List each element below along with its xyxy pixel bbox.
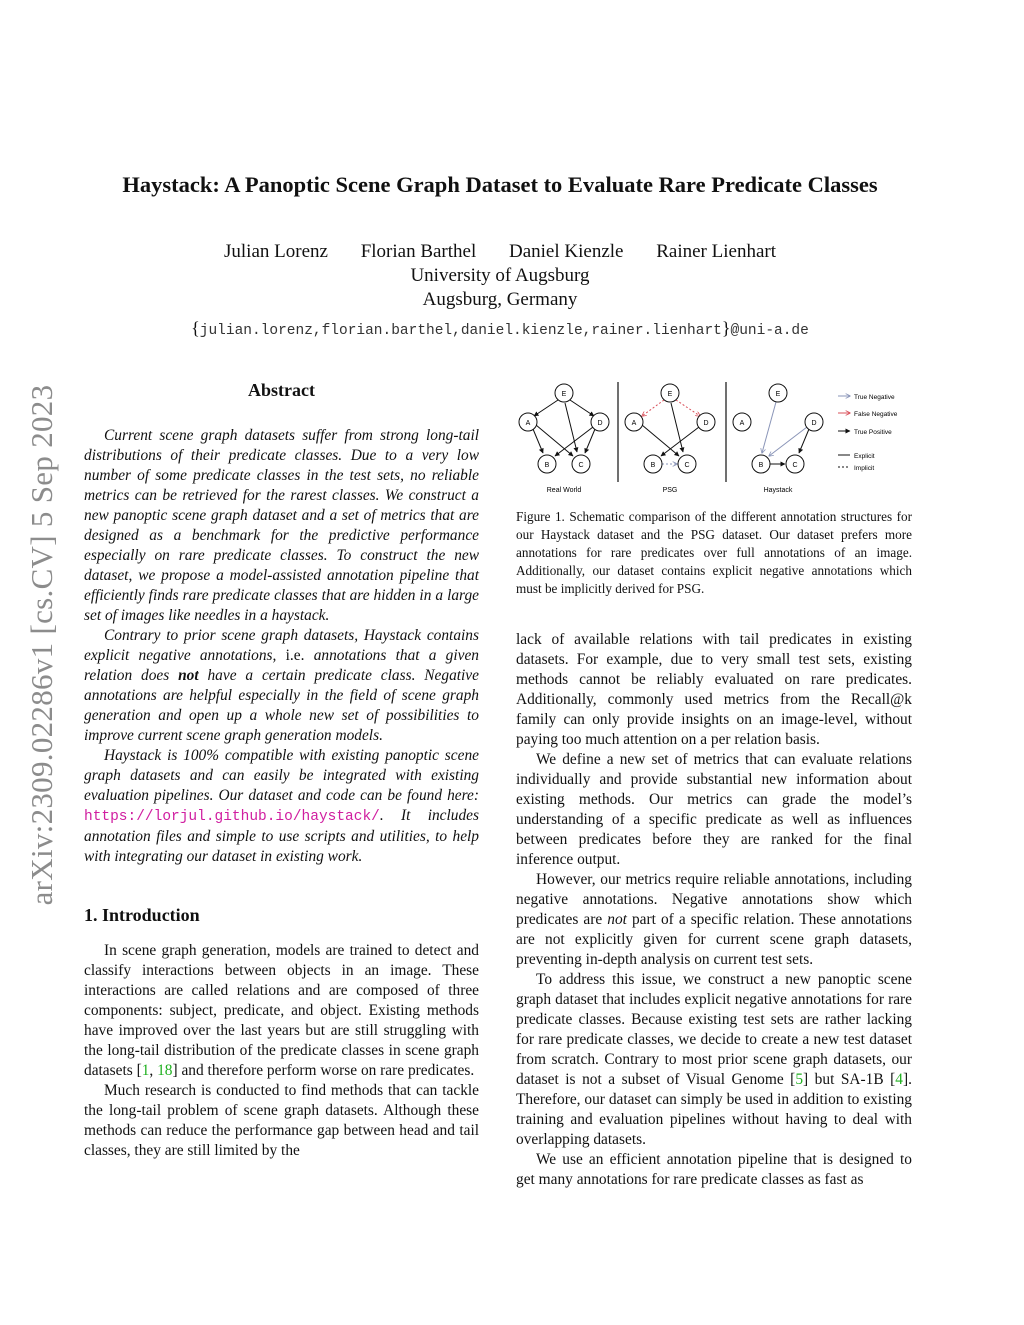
node-label: D xyxy=(703,420,709,427)
author-name: Daniel Kienzle xyxy=(509,241,624,262)
body-text: ] but SA-1B [ xyxy=(803,1071,896,1088)
body-text: ] and therefore perform worse on rare predicates. xyxy=(172,1062,475,1079)
citation-link[interactable]: 18 xyxy=(157,1062,173,1079)
node-label: E xyxy=(667,391,673,398)
body-paragraph: Much research is conducted to find methods that can tackle the long-tail problem of scene graph datasets. Although these methods can reduce the performance gap between head and tail classes, they are still limited by the xyxy=(84,1082,479,1159)
panel-real-world xyxy=(519,384,609,494)
node-label: B xyxy=(650,462,656,469)
citation-link[interactable]: 1 xyxy=(141,1062,150,1079)
author-name: Rainer Lienhart xyxy=(656,241,776,262)
node-label: B xyxy=(758,462,764,469)
node-label: D xyxy=(811,420,817,427)
body-paragraph xyxy=(516,870,912,970)
paper-title: Haystack: A Panoptic Scene Graph Dataset to Evaluate Rare Predicate Classes xyxy=(122,172,878,197)
emphasis-text: not xyxy=(607,911,627,928)
author-block xyxy=(0,240,1000,343)
section-heading: 1. Introduction xyxy=(84,905,200,925)
figure-1 xyxy=(514,378,914,500)
body-text: , xyxy=(149,1062,158,1079)
body-paragraph xyxy=(84,941,479,1081)
author-name: Julian Lorenz xyxy=(224,241,328,262)
node-label: A xyxy=(631,420,637,427)
legend-label: True Negative xyxy=(854,394,895,401)
figure-legend xyxy=(838,394,898,472)
body-paragraph: We define a new set of metrics that can evaluate relations individually and provide substantial new information about existing methods. Our metrics can grade the model’s understanding of a specific predicate as well as influences between predicates before they are ranked for the final inference output. xyxy=(516,751,912,868)
author-name: Florian Barthel xyxy=(360,241,477,262)
abstract-paragraph xyxy=(84,746,479,867)
location: Augsburg, Germany xyxy=(422,289,578,310)
author-emails: {julian.lorenz,florian.barthel,daniel.kienzle,rainer.lienhart}@uni-a.de xyxy=(191,318,809,339)
body-text: In scene graph generation, models are trained to detect and classify interactions between objects in an image. These interactions are called relations and are composed of three components: subject, predicate, and object. Existing methods have improved over the last years but are still struggling with the long-tail distribution of the predicate classes in scene graph datasets [ xyxy=(84,942,479,1079)
citation-link[interactable]: 5 xyxy=(795,1071,804,1088)
author-names xyxy=(0,240,1000,264)
figure-caption: Figure 1. Schematic comparison of the different annotation structures for our Haystack dataset and the PSG dataset. Our dataset prefers more annotations for rare predicates over full annotations of an image. Additionally, our dataset contains explicit negative annotations which must be implicitly derived for PSG. xyxy=(516,509,912,596)
node-label: D xyxy=(597,420,603,427)
abstract-paragraph xyxy=(84,626,479,746)
abstract-heading: Abstract xyxy=(248,380,315,400)
node-label: A xyxy=(525,420,531,427)
node-label: E xyxy=(775,391,781,398)
email-list: julian.lorenz,florian.barthel,daniel.kienzle,rainer.lienhart xyxy=(199,323,722,339)
body-text: part of a specific relation. These annotations are not explicitly given for current scene graph datasets, preventing in-depth analysis on current test sets. xyxy=(516,911,912,968)
emphasis-text: not xyxy=(178,667,199,684)
node-label: A xyxy=(739,420,745,427)
panel-label: Real World xyxy=(546,487,582,494)
annotation-diagram xyxy=(514,378,914,500)
panel-label: PSG xyxy=(662,487,678,494)
legend-label: Explicit xyxy=(854,453,875,460)
body-text: ]. Therefore, our dataset can simply be used in addition to existing training and evaluation pipelines without having to deal with overlapping datasets. xyxy=(516,1071,912,1148)
node-label: C xyxy=(792,462,798,469)
body-paragraph: We use an efficient annotation pipeline that is designed to get many annotations for rare predicate classes as fast as xyxy=(516,1151,912,1188)
node-label: E xyxy=(561,391,567,398)
panel-haystack xyxy=(733,384,823,494)
node-label: B xyxy=(544,462,550,469)
arxiv-id: arXiv:2309.02286v1 [cs.CV] 5 Sep 2023 xyxy=(24,384,59,906)
abstract xyxy=(84,380,479,867)
body-text: To address this issue, we construct a new panoptic scene graph dataset that includes explicit negative annotations for rare predicate classes. Because existing test sets are rather lacking for rare predicate classes, we decide to create a new test dataset from scratch. Contrary to most prior scene graph datasets, our dataset is not a subset of Visual Genome [ xyxy=(516,971,912,1088)
legend-label: False Negative xyxy=(854,411,898,418)
arxiv-stamp xyxy=(22,360,62,930)
legend-label: Implicit xyxy=(854,465,875,472)
node-label: C xyxy=(578,462,584,469)
project-link[interactable]: https://lorjul.github.io/haystack/ xyxy=(84,809,380,825)
abstract-text: annotations that a given relation does xyxy=(84,647,480,684)
abstract-paragraph xyxy=(84,426,479,626)
node-label: C xyxy=(684,462,690,469)
body-text: However, our metrics require reliable annotations, including negative annotations. Negative annotations show which predicates are xyxy=(516,871,912,928)
panel-label: Haystack xyxy=(763,487,793,494)
abstract-text: have a certain predicate class. Negative annotations are helpful especially in the field of scene graph generation and open up a whole new set of possibilities to improve current scene graph generation models. xyxy=(84,667,479,744)
left-column xyxy=(84,375,479,1161)
affiliation: University of Augsburg xyxy=(410,265,590,286)
abstract-text: Haystack is 100% compatible with existing panoptic scene graph datasets and can easily be integrated with existing evaluation pipelines. Our dataset and code can be found here: xyxy=(84,747,479,804)
body-paragraph xyxy=(516,970,912,1150)
abstract-text: i.e. xyxy=(285,647,305,664)
abstract-text: Current scene graph datasets suffer from strong long-tail distributions of their predicate classes. Due to a very low number of some predicate classes in the test sets, no reliable metrics can be retrieved for the rarest classes. We construct a new panoptic scene graph dataset and a set of metrics that are designed as a benchmark for the predictive performance especially on rare predicate classes. To construct the new dataset, we propose a model-assisted annotation pipeline that efficiently finds rare predicate classes that are hidden in a large set of images like needles in a haystack. xyxy=(84,427,479,624)
body-paragraph: lack of available relations with tail predicates in existing datasets. For example, due to very small test sets, existing methods cannot be reliably evaluated on rare predicates. Additionally, commonly used metrics from the Recall@k family can only provide insights on an image-level, without paying too much attention on a per relation basis. xyxy=(516,631,912,748)
email-domain: @uni-a.de xyxy=(730,323,809,339)
abstract-text: . It includes annotation files and simple to use scripts and utilities, to help with integrating our dataset in existing work. xyxy=(84,807,479,865)
right-column xyxy=(516,630,912,1190)
abstract-text: Contrary to prior scene graph datasets, Haystack contains explicit negative annotations, xyxy=(84,627,479,664)
panel-psg xyxy=(625,384,715,494)
legend-label: True Positive xyxy=(854,429,892,436)
citation-link[interactable]: 4 xyxy=(895,1071,903,1088)
